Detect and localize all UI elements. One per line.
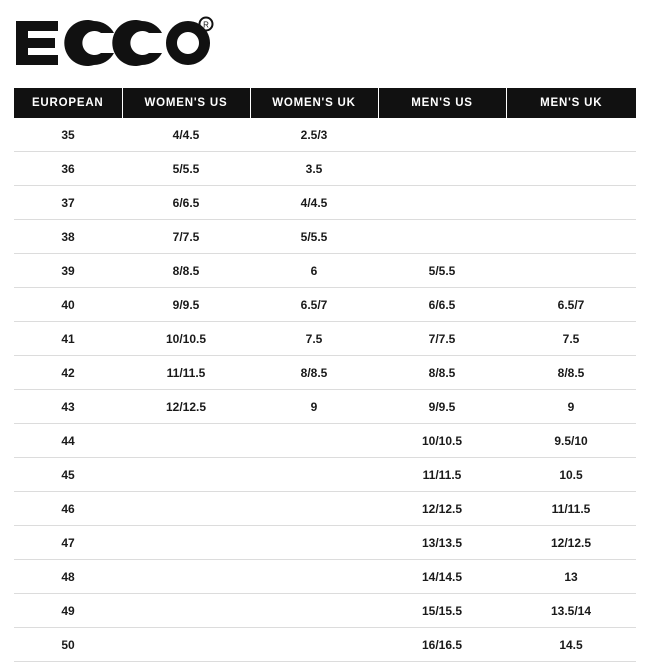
- cell-womens-us: [122, 628, 250, 662]
- cell-mens-us: 10/10.5: [378, 424, 506, 458]
- cell-european: 48: [14, 560, 122, 594]
- table-row: [14, 594, 636, 628]
- cell-mens-uk: 7.5: [506, 322, 636, 356]
- cell-european: 37: [14, 186, 122, 220]
- column-header-mens-us: MEN'S US: [378, 88, 506, 118]
- cell-mens-uk: 6.5/7: [506, 288, 636, 322]
- cell-womens-uk: 8/8.5: [250, 356, 378, 390]
- cell-womens-uk: 5/5.5: [250, 220, 378, 254]
- table-row: [14, 186, 636, 220]
- cell-european: 43: [14, 390, 122, 424]
- cell-european: 49: [14, 594, 122, 628]
- cell-womens-uk: [250, 628, 378, 662]
- cell-mens-us: [378, 152, 506, 186]
- cell-mens-us: 11/11.5: [378, 458, 506, 492]
- cell-mens-uk: 9.5/10: [506, 424, 636, 458]
- cell-european: 36: [14, 152, 122, 186]
- cell-european: 44: [14, 424, 122, 458]
- size-conversion-table: [14, 88, 636, 662]
- column-header-mens-uk: MEN'S UK: [506, 88, 636, 118]
- cell-womens-us: 12/12.5: [122, 390, 250, 424]
- cell-european: 45: [14, 458, 122, 492]
- cell-mens-uk: 9: [506, 390, 636, 424]
- cell-womens-us: 11/11.5: [122, 356, 250, 390]
- cell-european: 39: [14, 254, 122, 288]
- cell-european: 46: [14, 492, 122, 526]
- table-header: [14, 88, 636, 118]
- table-row: [14, 356, 636, 390]
- column-header-european: EUROPEAN: [14, 88, 122, 118]
- table-row: [14, 492, 636, 526]
- brand-header: [0, 0, 650, 88]
- cell-european: 38: [14, 220, 122, 254]
- table-row: [14, 152, 636, 186]
- cell-womens-uk: 6.5/7: [250, 288, 378, 322]
- cell-european: 42: [14, 356, 122, 390]
- table-row: [14, 628, 636, 662]
- cell-mens-us: [378, 118, 506, 152]
- cell-mens-uk: 10.5: [506, 458, 636, 492]
- cell-european: 47: [14, 526, 122, 560]
- table-row: [14, 322, 636, 356]
- cell-mens-us: 8/8.5: [378, 356, 506, 390]
- cell-mens-us: 7/7.5: [378, 322, 506, 356]
- table-header-row: [14, 88, 636, 118]
- table-row: [14, 118, 636, 152]
- cell-mens-us: 9/9.5: [378, 390, 506, 424]
- cell-womens-uk: 9: [250, 390, 378, 424]
- svg-text:R: R: [203, 20, 209, 30]
- column-header-womens-uk: WOMEN'S UK: [250, 88, 378, 118]
- cell-mens-uk: 14.5: [506, 628, 636, 662]
- table-row: [14, 288, 636, 322]
- table-body: [14, 118, 636, 662]
- table-row: [14, 458, 636, 492]
- cell-womens-uk: 2.5/3: [250, 118, 378, 152]
- cell-mens-uk: 12/12.5: [506, 526, 636, 560]
- cell-womens-us: 8/8.5: [122, 254, 250, 288]
- cell-mens-uk: 13: [506, 560, 636, 594]
- table-row: [14, 424, 636, 458]
- cell-womens-us: 10/10.5: [122, 322, 250, 356]
- table-row: [14, 254, 636, 288]
- cell-womens-uk: [250, 526, 378, 560]
- cell-womens-uk: [250, 458, 378, 492]
- cell-womens-us: 6/6.5: [122, 186, 250, 220]
- cell-european: 35: [14, 118, 122, 152]
- table-row: [14, 526, 636, 560]
- cell-mens-uk: [506, 254, 636, 288]
- cell-european: 50: [14, 628, 122, 662]
- cell-mens-us: 5/5.5: [378, 254, 506, 288]
- cell-mens-uk: [506, 220, 636, 254]
- cell-mens-uk: 13.5/14: [506, 594, 636, 628]
- cell-mens-uk: [506, 152, 636, 186]
- cell-womens-us: [122, 458, 250, 492]
- table-row: [14, 220, 636, 254]
- cell-womens-uk: [250, 424, 378, 458]
- cell-mens-us: 14/14.5: [378, 560, 506, 594]
- cell-womens-uk: 4/4.5: [250, 186, 378, 220]
- cell-mens-us: [378, 220, 506, 254]
- cell-mens-uk: 8/8.5: [506, 356, 636, 390]
- cell-womens-us: 9/9.5: [122, 288, 250, 322]
- cell-mens-us: 12/12.5: [378, 492, 506, 526]
- cell-mens-uk: [506, 186, 636, 220]
- cell-womens-uk: 3.5: [250, 152, 378, 186]
- cell-womens-us: 4/4.5: [122, 118, 250, 152]
- cell-european: 41: [14, 322, 122, 356]
- cell-womens-uk: [250, 594, 378, 628]
- cell-mens-uk: [506, 118, 636, 152]
- column-header-womens-us: WOMEN'S US: [122, 88, 250, 118]
- cell-mens-us: 15/15.5: [378, 594, 506, 628]
- cell-mens-us: 16/16.5: [378, 628, 506, 662]
- cell-womens-us: [122, 492, 250, 526]
- cell-womens-uk: [250, 492, 378, 526]
- ecco-logo: [14, 13, 214, 75]
- cell-womens-uk: [250, 560, 378, 594]
- cell-womens-us: 5/5.5: [122, 152, 250, 186]
- table-row: [14, 560, 636, 594]
- cell-mens-us: 6/6.5: [378, 288, 506, 322]
- cell-womens-us: [122, 560, 250, 594]
- cell-womens-uk: 7.5: [250, 322, 378, 356]
- table-row: [14, 390, 636, 424]
- cell-womens-us: 7/7.5: [122, 220, 250, 254]
- cell-mens-uk: 11/11.5: [506, 492, 636, 526]
- cell-womens-us: [122, 594, 250, 628]
- cell-mens-us: 13/13.5: [378, 526, 506, 560]
- cell-womens-us: [122, 424, 250, 458]
- cell-womens-us: [122, 526, 250, 560]
- cell-womens-uk: 6: [250, 254, 378, 288]
- ecco-wordmark-icon: [14, 13, 214, 75]
- cell-european: 40: [14, 288, 122, 322]
- cell-mens-us: [378, 186, 506, 220]
